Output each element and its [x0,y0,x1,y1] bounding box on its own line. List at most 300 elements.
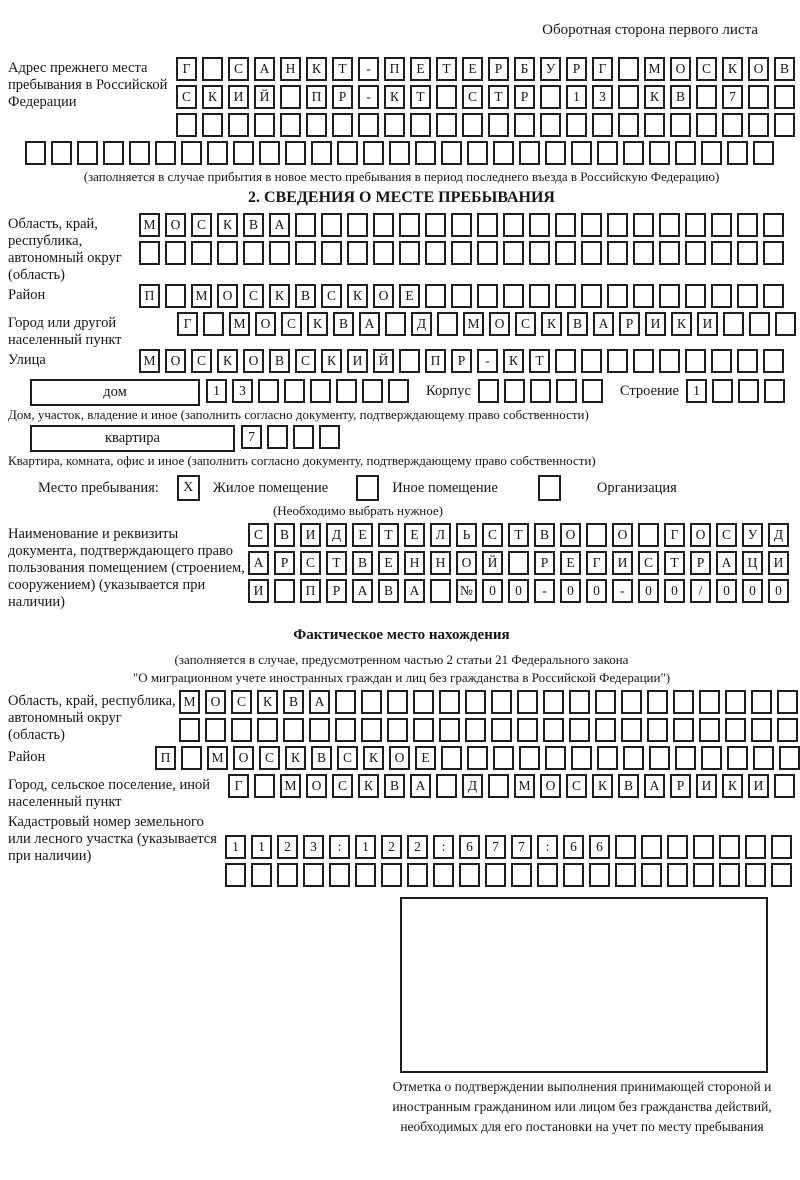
stamp-caption: Отметка о подтверждении выполнения принимающей стороной и иностранным гражданином или лицом без гражданства действий, необходимых для его постановки на учет по месту пребывания [392,1079,772,1134]
char-cell [465,690,486,714]
raion-label: Район [8,287,46,303]
char-cell: В [283,690,304,714]
char-cell [488,774,509,798]
mesto-note: (Необходимо выбрать нужное) [272,503,444,518]
char-cell: Р [690,551,711,575]
char-cell: Т [529,349,550,373]
kadastr-label: Кадастровый номер земельного или лесного участка (указывается при наличии) [8,814,217,864]
char-cell: М [514,774,535,798]
mesto-prebyvaniya-row [38,475,795,501]
stamp-area [400,897,768,1073]
char-cell: К [307,312,328,336]
char-cell: С [248,523,269,547]
char-cell [399,241,420,265]
char-cell [399,213,420,237]
dom-note: Дом, участок, владение и иное (заполнить согласно документу, подтверждающему право собственности) [8,407,589,422]
char-cell [621,690,642,714]
char-cell [332,113,353,137]
char-cell: А [644,774,665,798]
char-cell [491,718,512,742]
char-cell: А [404,579,425,603]
mesto-label: Место пребывания: [38,479,159,496]
char-cell [685,284,706,308]
char-cell [388,379,409,403]
char-cell: - [477,349,498,373]
char-cell [283,718,304,742]
char-cell: И [645,312,666,336]
char-cell [439,718,460,742]
char-cell [745,835,766,859]
fact-oblast-block [8,690,795,746]
char-cell: 2 [381,835,402,859]
char-cell [413,690,434,714]
char-cell [638,523,659,547]
char-cell [347,241,368,265]
char-cell [425,213,446,237]
char-cell: - [358,57,379,81]
document-row-3 [248,579,794,607]
char-cell [659,349,680,373]
char-cell: О [217,284,238,308]
char-cell: М [644,57,665,81]
char-cell: К [541,312,562,336]
char-cell [503,241,524,265]
char-cell: К [592,774,613,798]
char-cell: И [347,349,368,373]
char-cell [436,85,457,109]
char-cell: С [295,349,316,373]
char-cell [504,379,525,403]
char-cell [633,349,654,373]
char-cell [295,241,316,265]
char-cell [243,241,264,265]
char-cell: К [202,85,223,109]
char-cell: М [207,746,228,770]
char-cell [647,690,668,714]
char-cell [77,141,98,165]
char-cell: О [612,523,633,547]
char-cell: В [333,312,354,336]
char-cell [293,425,314,449]
char-cell [491,690,512,714]
char-cell [699,690,720,714]
char-cell [477,213,498,237]
char-cell: Р [670,774,691,798]
char-cell [581,349,602,373]
char-cell: Т [508,523,529,547]
char-cell: О [690,523,711,547]
char-cell [441,141,462,165]
char-cell: Р [619,312,640,336]
char-cell [621,718,642,742]
char-cell: И [612,551,633,575]
char-cell [774,774,795,798]
char-cell: Р [534,551,555,575]
raion-block [8,284,795,312]
char-cell [771,835,792,859]
char-cell [329,863,350,887]
char-cell [685,241,706,265]
char-cell [467,141,488,165]
char-cell: Г [228,774,249,798]
char-cell: А [309,690,330,714]
char-cell [433,863,454,887]
char-cell: К [217,213,238,237]
fact-raion-row [155,746,800,774]
gorod-row [177,312,800,340]
char-cell: Й [482,551,503,575]
char-cell: Г [177,312,198,336]
char-cell: К [503,349,524,373]
char-cell: Е [352,523,373,547]
char-cell [437,312,458,336]
char-cell [478,379,499,403]
char-cell [723,312,744,336]
char-cell: С [176,85,197,109]
char-cell: А [254,57,275,81]
char-cell [725,718,746,742]
char-cell [477,284,498,308]
char-cell [545,746,566,770]
char-cell [335,718,356,742]
oblast-row-1 [139,213,789,241]
char-cell [607,349,628,373]
char-cell [462,113,483,137]
char-cell [615,863,636,887]
char-cell: : [329,835,350,859]
char-cell: И [300,523,321,547]
fact-note-1: (заполняется в случае, предусмотренном частью 2 статьи 21 Федерального закона [174,652,629,667]
char-cell [764,379,785,403]
char-cell [659,284,680,308]
char-cell [511,863,532,887]
char-cell [439,690,460,714]
char-cell [503,213,524,237]
char-cell [711,213,732,237]
char-cell [191,241,212,265]
char-cell: Т [410,85,431,109]
prev-address-block [8,57,795,141]
char-cell [295,213,316,237]
char-cell [543,690,564,714]
char-cell [277,863,298,887]
char-cell [595,718,616,742]
checkbox-zhiloe-pomeshchenie: X [177,475,200,501]
char-cell [693,835,714,859]
char-cell [519,141,540,165]
char-cell: Р [326,579,347,603]
char-cell: М [280,774,301,798]
char-cell: 6 [589,835,610,859]
ulitsa-row [139,349,789,377]
char-cell: У [742,523,763,547]
char-cell [179,718,200,742]
checkbox-inoe-pomeshchenie [356,475,379,501]
char-cell [623,746,644,770]
char-cell: 7 [485,835,506,859]
fact-oblast-label: Область, край, республика, автономный округ (область) [8,693,176,743]
char-cell: : [433,835,454,859]
char-cell: Е [378,551,399,575]
char-cell [727,141,748,165]
char-cell [269,241,290,265]
char-cell: К [384,85,405,109]
char-cell [607,213,628,237]
char-cell [529,284,550,308]
char-cell [725,690,746,714]
char-cell: Е [462,57,483,81]
char-cell: И [696,774,717,798]
kadastr-block [8,811,795,891]
fact-raion-label: Район [8,749,46,765]
char-cell [615,835,636,859]
char-cell [696,113,717,137]
char-cell [659,213,680,237]
char-cell: О [243,349,264,373]
char-cell [310,379,331,403]
char-cell: 3 [303,835,324,859]
char-cell [254,774,275,798]
char-cell: 7 [722,85,743,109]
char-cell [563,863,584,887]
oblast-label: Область, край, республика, автономный округ (область) [8,216,122,283]
char-cell: В [378,579,399,603]
char-cell [582,379,603,403]
char-cell [737,213,758,237]
char-cell [633,284,654,308]
char-cell [581,241,602,265]
char-cell [311,141,332,165]
stroenie-cells [686,379,790,407]
char-cell [285,141,306,165]
char-cell [493,141,514,165]
char-cell [373,213,394,237]
char-cell [685,213,706,237]
char-cell [347,213,368,237]
char-cell: Д [326,523,347,547]
char-cell: В [243,213,264,237]
prev-address-note: (заполняется в случае прибытия в новое место пребывания в период последнего въезда в Российскую Федерацию) [83,169,720,184]
char-cell [306,113,327,137]
char-cell [280,85,301,109]
char-cell [257,718,278,742]
char-cell [633,241,654,265]
char-cell: О [560,523,581,547]
char-cell [517,690,538,714]
char-cell [641,835,662,859]
char-cell [667,863,688,887]
char-cell [618,85,639,109]
char-cell [589,863,610,887]
char-cell: К [363,746,384,770]
char-cell: М [229,312,250,336]
fact-gorod-row [228,774,800,802]
char-cell [514,113,535,137]
char-cell: А [248,551,269,575]
char-cell: О [373,284,394,308]
char-cell [748,85,769,109]
char-cell [321,213,342,237]
char-cell: И [248,579,269,603]
char-cell: С [638,551,659,575]
korpus-cells [478,379,608,407]
char-cell [280,113,301,137]
char-cell: Г [586,551,607,575]
char-cell: Т [332,57,353,81]
document-block [8,523,795,611]
char-cell [649,746,670,770]
char-cell [25,141,46,165]
char-cell [259,141,280,165]
char-cell: С [337,746,358,770]
char-cell [176,113,197,137]
char-cell: Р [488,57,509,81]
prev-address-row-2 [176,85,800,113]
char-cell [425,284,446,308]
char-cell [693,863,714,887]
char-cell: 0 [560,579,581,603]
char-cell [771,863,792,887]
char-cell [441,746,462,770]
char-cell [251,863,272,887]
char-cell [607,241,628,265]
fact-gorod-block [8,774,795,811]
char-cell: Н [430,551,451,575]
char-cell [488,113,509,137]
char-cell [581,213,602,237]
char-cell [225,863,246,887]
char-cell: В [618,774,639,798]
section2-heading: 2. СВЕДЕНИЯ О МЕСТЕ ПРЕБЫВАНИЯ [248,189,555,206]
char-cell [633,213,654,237]
char-cell: А [716,551,737,575]
char-cell: К [269,284,290,308]
dom-number-cells [206,379,414,407]
char-cell: 0 [742,579,763,603]
char-cell [699,718,720,742]
char-cell [555,284,576,308]
char-cell: Д [411,312,432,336]
char-cell: Р [451,349,472,373]
char-cell: 2 [277,835,298,859]
char-cell [362,379,383,403]
char-cell [675,746,696,770]
char-cell [165,284,186,308]
char-cell: О [456,551,477,575]
char-cell [425,241,446,265]
char-cell [203,312,224,336]
char-cell: Р [566,57,587,81]
char-cell [465,718,486,742]
char-cell: И [768,551,789,575]
char-cell: 1 [686,379,707,403]
char-cell [459,863,480,887]
char-cell: П [300,579,321,603]
char-cell: В [311,746,332,770]
char-cell: К [321,349,342,373]
char-cell [569,718,590,742]
char-cell [337,141,358,165]
char-cell [727,746,748,770]
char-cell [181,141,202,165]
char-cell: 1 [355,835,376,859]
char-cell: О [389,746,410,770]
kvartira-block [30,425,795,453]
char-cell: О [165,349,186,373]
char-cell [763,213,784,237]
char-cell [722,113,743,137]
char-cell: 0 [508,579,529,603]
char-cell [753,141,774,165]
fact-raion-block [8,746,795,774]
char-cell [436,113,457,137]
char-cell: П [306,85,327,109]
char-cell [555,349,576,373]
char-cell [503,284,524,308]
char-cell [519,746,540,770]
char-cell: П [384,57,405,81]
oblast-row-2 [139,241,789,269]
char-cell: 3 [232,379,253,403]
char-cell [667,835,688,859]
gorod-block [8,312,795,349]
raion-row [139,284,789,312]
char-cell [673,690,694,714]
char-cell [719,835,740,859]
char-cell: М [191,284,212,308]
char-cell [647,718,668,742]
char-cell: С [281,312,302,336]
char-cell: С [515,312,536,336]
dom-block [30,379,795,407]
char-cell: 7 [241,425,262,449]
char-cell [207,141,228,165]
char-cell: О [165,213,186,237]
char-cell [763,241,784,265]
kadastr-row-2 [225,863,797,891]
char-cell [751,690,772,714]
char-cell: А [352,579,373,603]
char-cell [284,379,305,403]
char-cell [649,141,670,165]
char-cell: О [233,746,254,770]
char-cell [336,379,357,403]
char-cell [493,746,514,770]
char-cell: Р [274,551,295,575]
fact-note-2: "О миграционном учете иностранных граждан и лиц без гражданства в Российской Федерации") [132,670,671,685]
char-cell: У [540,57,561,81]
gorod-label: Город или другой населенный пункт [8,315,122,348]
char-cell [335,690,356,714]
fact-gorod-label: Город, сельское поселение, иной населенный пункт [8,777,211,810]
dom-box: дом [30,379,200,406]
char-cell [202,113,223,137]
char-cell: В [269,349,290,373]
char-cell [774,85,795,109]
char-cell: С [243,284,264,308]
char-cell [205,718,226,742]
char-cell: С [321,284,342,308]
char-cell [597,141,618,165]
char-cell [103,141,124,165]
char-cell: С [696,57,717,81]
fact-oblast-row-2 [179,718,800,746]
char-cell: Г [664,523,685,547]
char-cell: Р [514,85,535,109]
char-cell [737,284,758,308]
char-cell [701,746,722,770]
char-cell [737,241,758,265]
